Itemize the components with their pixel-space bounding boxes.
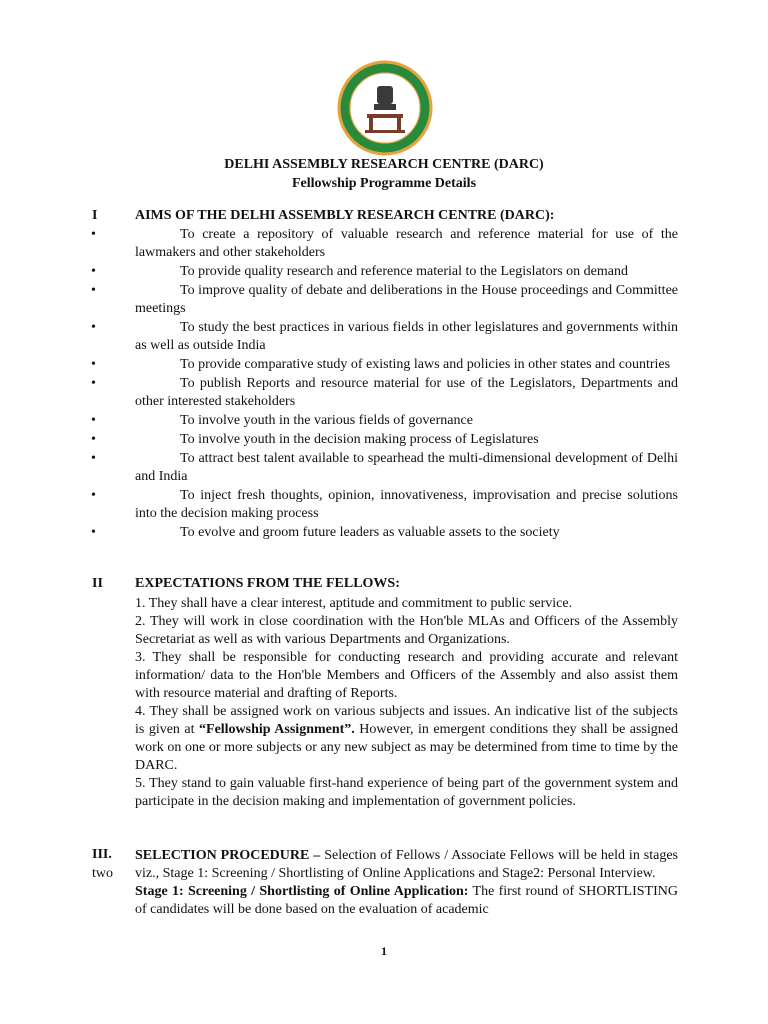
aims-list — [91, 226, 678, 543]
list-item: • To evolve and groom future leaders as valuable assets to the society — [91, 525, 560, 540]
page-number: 1 — [381, 944, 387, 958]
list-item: • To provide quality research and reference material to the Legislators on demand — [91, 264, 628, 279]
section-2-heading: EXPECTATIONS FROM THE FELLOWS: — [135, 576, 400, 591]
expectation-paragraph: 3. They shall be responsible for conducting research and providing accurate and relevant information/ data to the Hon'ble Members and Officers of the Assembly and also assist them with resource material and drafting of Reports. — [135, 650, 678, 701]
expectation-paragraph: 5. They stand to gain valuable first-hand experience of being part of the government system and participate in the decision making and implementation of government policies. — [135, 776, 678, 809]
list-item: • To involve youth in the decision making process of Legislatures — [91, 432, 539, 447]
list-item: • To inject fresh thoughts, opinion, innovativeness, improvisation and precise solutions into the decision making process — [91, 488, 678, 521]
list-item: • To create a repository of valuable research and reference material for use of the lawmakers and other stakeholders — [91, 227, 678, 260]
list-item: • To publish Reports and resource material for use of the Legislators, Departments and other interested stakeholders — [91, 376, 678, 409]
list-item: • To improve quality of debate and deliberations in the House proceedings and Committee meetings — [91, 283, 678, 316]
fellowship-assignment-link-text: “Fellowship Assignment”. — [199, 722, 355, 737]
list-item: • To study the best practices in various fields in other legislatures and governments within as well as outside India — [91, 320, 678, 353]
list-item: • To provide comparative study of existing laws and policies in other states and countries — [91, 357, 671, 372]
emblem-seal-icon — [337, 60, 433, 156]
selection-procedure-body: SELECTION PROCEDURE – Selection of Fellows / Associate Fellows will be held in stages viz., Stage 1: Screening / Shortlisting of Online Applications and Stage2: Personal Interview. Stage 1: Screening / Shortlisting of Online Application: The first round of SHORTLISTING of candidates will be done based on the evaluation of academic — [135, 848, 678, 917]
list-item: • To involve youth in the various fields of governance — [91, 413, 473, 428]
section-1-number: I — [92, 208, 98, 223]
section-2-number: II — [92, 576, 103, 591]
expectation-paragraph: 1. They shall have a clear interest, aptitude and commitment to public service. — [135, 596, 573, 611]
expectation-paragraph: 4. They shall be assigned work on various subjects and issues. An indicative list of the subjects is given at “Fellowship Assignment”. However, in emergent conditions they shall be assigned work on one or more subjects or any new subject as may be determined from time to time by the DARC. — [135, 704, 678, 773]
section-1-heading: AIMS OF THE DELHI ASSEMBLY RESEARCH CENTRE (DARC): — [135, 208, 555, 223]
selection-procedure-heading: SELECTION PROCEDURE – — [135, 848, 321, 863]
document-subtitle: Fellowship Programme Details — [291, 176, 477, 191]
expectation-paragraph: 2. They will work in close coordination with the Hon'ble MLAs and Officers of the Assembly Secretariat as well as with various Departments and Organizations. — [135, 614, 678, 647]
section-3-number: III. — [92, 847, 112, 862]
stage-1-heading: Stage 1: Screening / Shortlisting of Online Application: — [135, 884, 469, 899]
document-title: DELHI ASSEMBLY RESEARCH CENTRE (DARC) — [224, 157, 544, 172]
section-3-overflow-word: two — [92, 866, 113, 881]
list-item: • To attract best talent available to spearhead the multi-dimensional development of Delhi and India — [91, 451, 678, 484]
expectations-body — [135, 595, 678, 811]
